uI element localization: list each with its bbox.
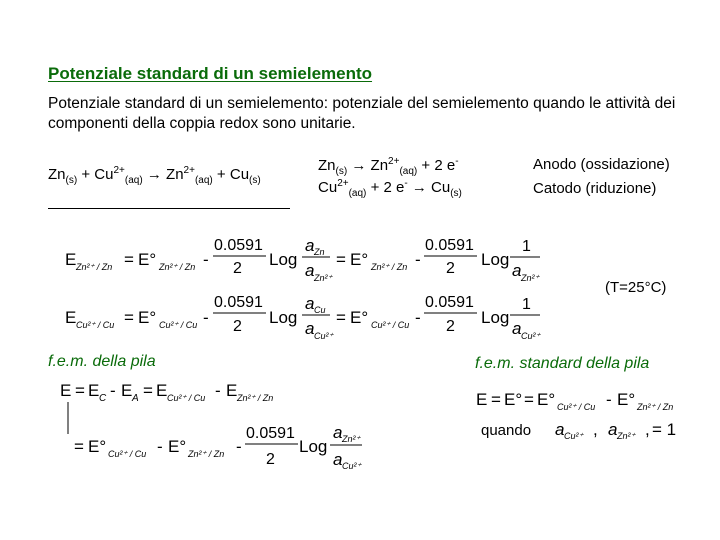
svg-text:Log: Log bbox=[299, 437, 328, 456]
fem-label: f.e.m. della pila bbox=[48, 353, 156, 370]
svg-text:Cu²⁺: Cu²⁺ bbox=[564, 431, 584, 441]
svg-text:Zn: Zn bbox=[314, 247, 325, 257]
svg-text:=: = bbox=[491, 390, 501, 409]
svg-text:=: = bbox=[336, 308, 346, 327]
svg-text:E°: E° bbox=[350, 250, 369, 269]
svg-text:-: - bbox=[236, 437, 242, 456]
svg-text:Cu²⁺ / Cu: Cu²⁺ / Cu bbox=[371, 320, 410, 330]
svg-text:=: = bbox=[124, 250, 134, 269]
svg-text:a: a bbox=[555, 420, 565, 439]
svg-text:=: = bbox=[75, 381, 85, 400]
svg-text:E°: E° bbox=[88, 437, 107, 456]
svg-text:2: 2 bbox=[266, 451, 275, 468]
svg-text:Zn²⁺ / Zn: Zn²⁺ / Zn bbox=[76, 262, 113, 272]
svg-text:Zn²⁺ / Zn: Zn²⁺ / Zn bbox=[237, 393, 274, 403]
svg-text:Log: Log bbox=[269, 308, 298, 327]
svg-text:=: = bbox=[124, 308, 134, 327]
svg-text:E°: E° bbox=[350, 308, 369, 327]
svg-text:E°: E° bbox=[504, 390, 523, 409]
svg-text:,: , bbox=[593, 420, 598, 439]
definition-text: Potenziale standard di un semielemento: potenziale del semielemento quando le attività dei componenti della coppia redox sono unitarie. bbox=[48, 95, 676, 132]
svg-text:1: 1 bbox=[522, 238, 531, 255]
anode-half-reaction: $Zn_{(s)} \to Zn^{2+}_{(aq)} + 2$ e- bbox=[318, 156, 459, 177]
svg-text:-: - bbox=[606, 390, 612, 409]
svg-text:E: E bbox=[226, 381, 238, 400]
svg-text:E°: E° bbox=[537, 390, 556, 409]
svg-text:quando: quando bbox=[481, 422, 532, 439]
svg-text:E: E bbox=[65, 250, 77, 269]
svg-text:= 1: = 1 bbox=[652, 420, 677, 439]
svg-text:E°: E° bbox=[168, 437, 187, 456]
svg-text:Cu²⁺: Cu²⁺ bbox=[342, 461, 362, 471]
temperature-note: (T=25°C) bbox=[605, 279, 667, 296]
svg-text:Cu²⁺ / Cu: Cu²⁺ / Cu bbox=[108, 449, 147, 459]
svg-text:Zn²⁺: Zn²⁺ bbox=[314, 273, 333, 283]
svg-text:Log: Log bbox=[269, 250, 298, 269]
overall-reaction: $Zn_{(s)} + Cu^{2+}_{(aq)} \to Zn^{2+}_{(aq)} + Cu_{(s)}$ bbox=[48, 165, 261, 186]
svg-text:0.0591: 0.0591 bbox=[214, 237, 263, 254]
page-title: Potenziale standard di un semielemento bbox=[48, 64, 373, 83]
svg-text:1: 1 bbox=[522, 296, 531, 313]
svg-text:Cu²⁺ / Cu: Cu²⁺ / Cu bbox=[167, 393, 206, 403]
svg-text:Zn²⁺ / Zn: Zn²⁺ / Zn bbox=[371, 262, 408, 272]
svg-text:E: E bbox=[60, 381, 72, 400]
svg-text:E: E bbox=[88, 381, 100, 400]
svg-text:-: - bbox=[203, 250, 209, 269]
svg-text:Zn²⁺ / Zn: Zn²⁺ / Zn bbox=[637, 402, 674, 412]
svg-text:Cu²⁺: Cu²⁺ bbox=[314, 331, 334, 341]
divider bbox=[48, 208, 290, 209]
svg-text:Cu: Cu bbox=[314, 305, 326, 315]
svg-text:Log: Log bbox=[481, 308, 510, 327]
svg-text:E: E bbox=[476, 390, 488, 409]
svg-text:=: = bbox=[336, 250, 346, 269]
fem-standard-label: f.e.m. standard della pila bbox=[475, 355, 650, 372]
svg-text:a: a bbox=[333, 450, 343, 469]
svg-text:=: = bbox=[74, 437, 84, 456]
svg-text:a: a bbox=[305, 236, 315, 255]
svg-text:E°: E° bbox=[138, 250, 157, 269]
svg-text:A: A bbox=[132, 393, 139, 404]
svg-text:2: 2 bbox=[446, 260, 455, 277]
svg-text:a: a bbox=[305, 261, 315, 280]
svg-text:0.0591: 0.0591 bbox=[246, 425, 295, 442]
svg-text:-: - bbox=[110, 381, 116, 400]
svg-text:a: a bbox=[333, 423, 343, 442]
svg-text:2: 2 bbox=[233, 260, 242, 277]
cathode-half-reaction: $Cu^{2+}_{(aq)} + 2$ $e^- \to Cu_{(s)}$ bbox=[318, 178, 462, 199]
svg-text:Cu²⁺ / Cu: Cu²⁺ / Cu bbox=[557, 402, 596, 412]
svg-text:-: - bbox=[415, 250, 421, 269]
svg-text:a: a bbox=[608, 420, 618, 439]
svg-text:Cu²⁺ / Cu: Cu²⁺ / Cu bbox=[159, 320, 198, 330]
svg-text:Zn²⁺: Zn²⁺ bbox=[521, 273, 540, 283]
svg-text:Log: Log bbox=[481, 250, 510, 269]
svg-text:=: = bbox=[143, 381, 153, 400]
cathode-label: Catodo (riduzione) bbox=[533, 180, 657, 197]
svg-text:2: 2 bbox=[233, 318, 242, 335]
svg-text:0.0591: 0.0591 bbox=[214, 294, 263, 311]
svg-text:2: 2 bbox=[446, 318, 455, 335]
svg-text:Zn²⁺ / Zn: Zn²⁺ / Zn bbox=[188, 449, 225, 459]
svg-text:E: E bbox=[156, 381, 168, 400]
svg-text:Cu²⁺ / Cu: Cu²⁺ / Cu bbox=[76, 320, 115, 330]
pila-equations bbox=[0, 372, 720, 540]
svg-text:E°: E° bbox=[617, 390, 636, 409]
svg-text:a: a bbox=[305, 319, 315, 338]
svg-text:Zn²⁺: Zn²⁺ bbox=[342, 434, 361, 444]
svg-text:-: - bbox=[157, 437, 163, 456]
svg-text:,: , bbox=[645, 420, 650, 439]
svg-text:Cu²⁺: Cu²⁺ bbox=[521, 331, 541, 341]
svg-text:a: a bbox=[512, 319, 522, 338]
svg-text:E: E bbox=[121, 381, 133, 400]
svg-text:=: = bbox=[524, 390, 534, 409]
svg-text:-: - bbox=[415, 308, 421, 327]
svg-text:C: C bbox=[99, 393, 107, 404]
svg-text:0.0591: 0.0591 bbox=[425, 294, 474, 311]
svg-text:-: - bbox=[215, 381, 221, 400]
svg-text:Zn²⁺ / Zn: Zn²⁺ / Zn bbox=[159, 262, 196, 272]
svg-text:Zn²⁺: Zn²⁺ bbox=[617, 431, 636, 441]
svg-text:a: a bbox=[512, 261, 522, 280]
anode-label: Anodo (ossidazione) bbox=[533, 156, 670, 173]
svg-text:E: E bbox=[65, 308, 77, 327]
svg-text:E°: E° bbox=[138, 308, 157, 327]
svg-text:-: - bbox=[203, 308, 209, 327]
svg-text:a: a bbox=[305, 294, 315, 313]
svg-text:0.0591: 0.0591 bbox=[425, 237, 474, 254]
